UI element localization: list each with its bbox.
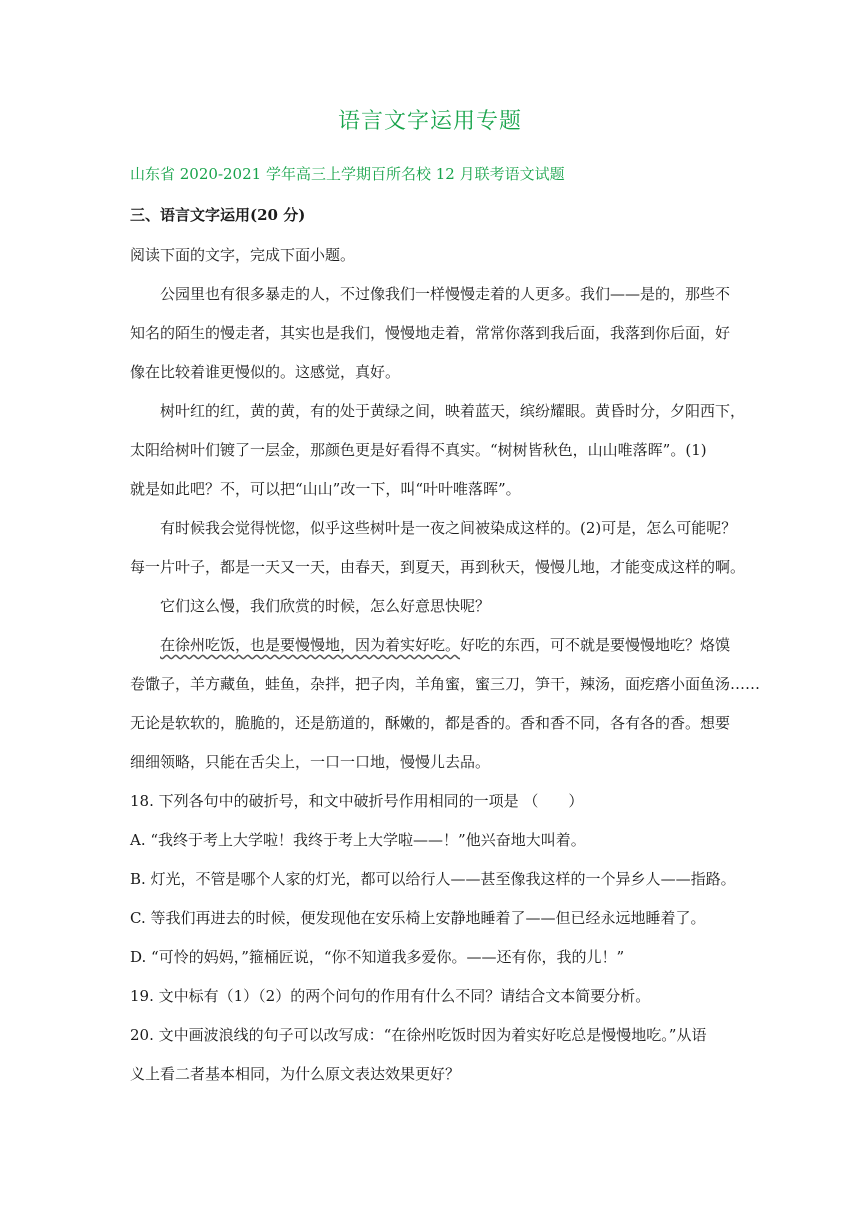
page-title: 语言文字运用专题 xyxy=(337,109,522,134)
passage-line: 就是如此吧？不，可以把“山山”改一下，叫“叶叶唯落晖”。 xyxy=(130,480,521,498)
passage-line: 像在比较着谁更慢似的。这感觉，真好。 xyxy=(130,363,401,381)
passage-line: 卷馓子，羊方藏鱼，蛙鱼，杂拌，把子肉，羊角蜜，蜜三刀，笋干，辣汤，面疙瘩小面鱼汤…… xyxy=(130,675,761,693)
passage-line: 每一片叶子，都是一天又一天，由春天，到夏天，再到秋天，慢慢儿地，才能变成这样的啊。 xyxy=(130,558,746,576)
option-c: C. 等我们再进去的时候，便发现他在安乐椅上安静地睡着了——但已经永远地睡着了。 xyxy=(130,909,706,927)
source-line: 山东省 2020-2021 学年高三上学期百所名校 12 月联考语文试题 xyxy=(130,165,565,183)
passage-line: 有时候我会觉得恍惚，似乎这些树叶是一夜之间被染成这样的。(2)可是，怎么可能呢？ xyxy=(160,519,737,537)
question-19: 19. 文中标有（1）（2）的两个问句的作用有什么不同？请结合文本简要分析。 xyxy=(130,987,651,1005)
section-heading: 三、语言文字运用(20 分) xyxy=(130,206,306,224)
passage-line: 知名的陌生的慢走者，其实也是我们，慢慢地走着，常常你落到我后面，我落到你后面，好 xyxy=(130,324,731,342)
question-18: 18. 下列各句中的破折号，和文中破折号作用相同的一项是 （ ） xyxy=(130,792,584,810)
option-b: B. 灯光，不管是哪个人家的灯光，都可以给行人——甚至像我这样的一个异乡人——指路。 xyxy=(130,870,736,888)
passage-line: 无论是软软的，脆脆的，还是筋道的，酥嫩的，都是香的。香和香不同，各有各的香。想要 xyxy=(130,714,731,732)
question-20: 20. 文中画波浪线的句子可以改写成：“在徐州吃饭时因为着实好吃总是慢慢地吃。”从语 xyxy=(130,1026,707,1044)
question-20-cont: 义上看二者基本相同，为什么原文表达效果更好？ xyxy=(130,1065,461,1083)
option-d: D. “可怜的妈妈，”箍桶匠说，“你不知道我多爱你。——还有你，我的儿！” xyxy=(130,948,625,966)
passage-line: 它们这么慢，我们欣赏的时候，怎么好意思快呢？ xyxy=(160,597,491,615)
passage-line: 太阳给树叶们镀了一层金，那颜色更是好看得不真实。“树树皆秋色，山山唯落晖”。(1) xyxy=(130,441,707,459)
passage-line: 树叶红的红，黄的黄，有的处于黄绿之间，映着蓝天，缤纷耀眼。黄昏时分，夕阳西下， xyxy=(160,402,746,420)
wavy-underlined-sentence: 在徐州吃饭，也是要慢慢地，因为着实好吃。 xyxy=(160,636,461,654)
instruction: 阅读下面的文字，完成下面小题。 xyxy=(130,246,356,264)
passage-line xyxy=(160,635,735,655)
passage-line: 公园里也有很多暴走的人，不过像我们一样慢慢走着的人更多。我们——是的，那些不 xyxy=(160,285,731,303)
option-a: A. “我终于考上大学啦！我终于考上大学啦——！”他兴奋地大叫着。 xyxy=(130,831,586,849)
passage-text: 好吃的东西，可不就是要慢慢地吃？烙馍 xyxy=(460,636,731,654)
passage-line: 细细领略，只能在舌尖上，一口一口地，慢慢儿去品。 xyxy=(130,753,491,771)
